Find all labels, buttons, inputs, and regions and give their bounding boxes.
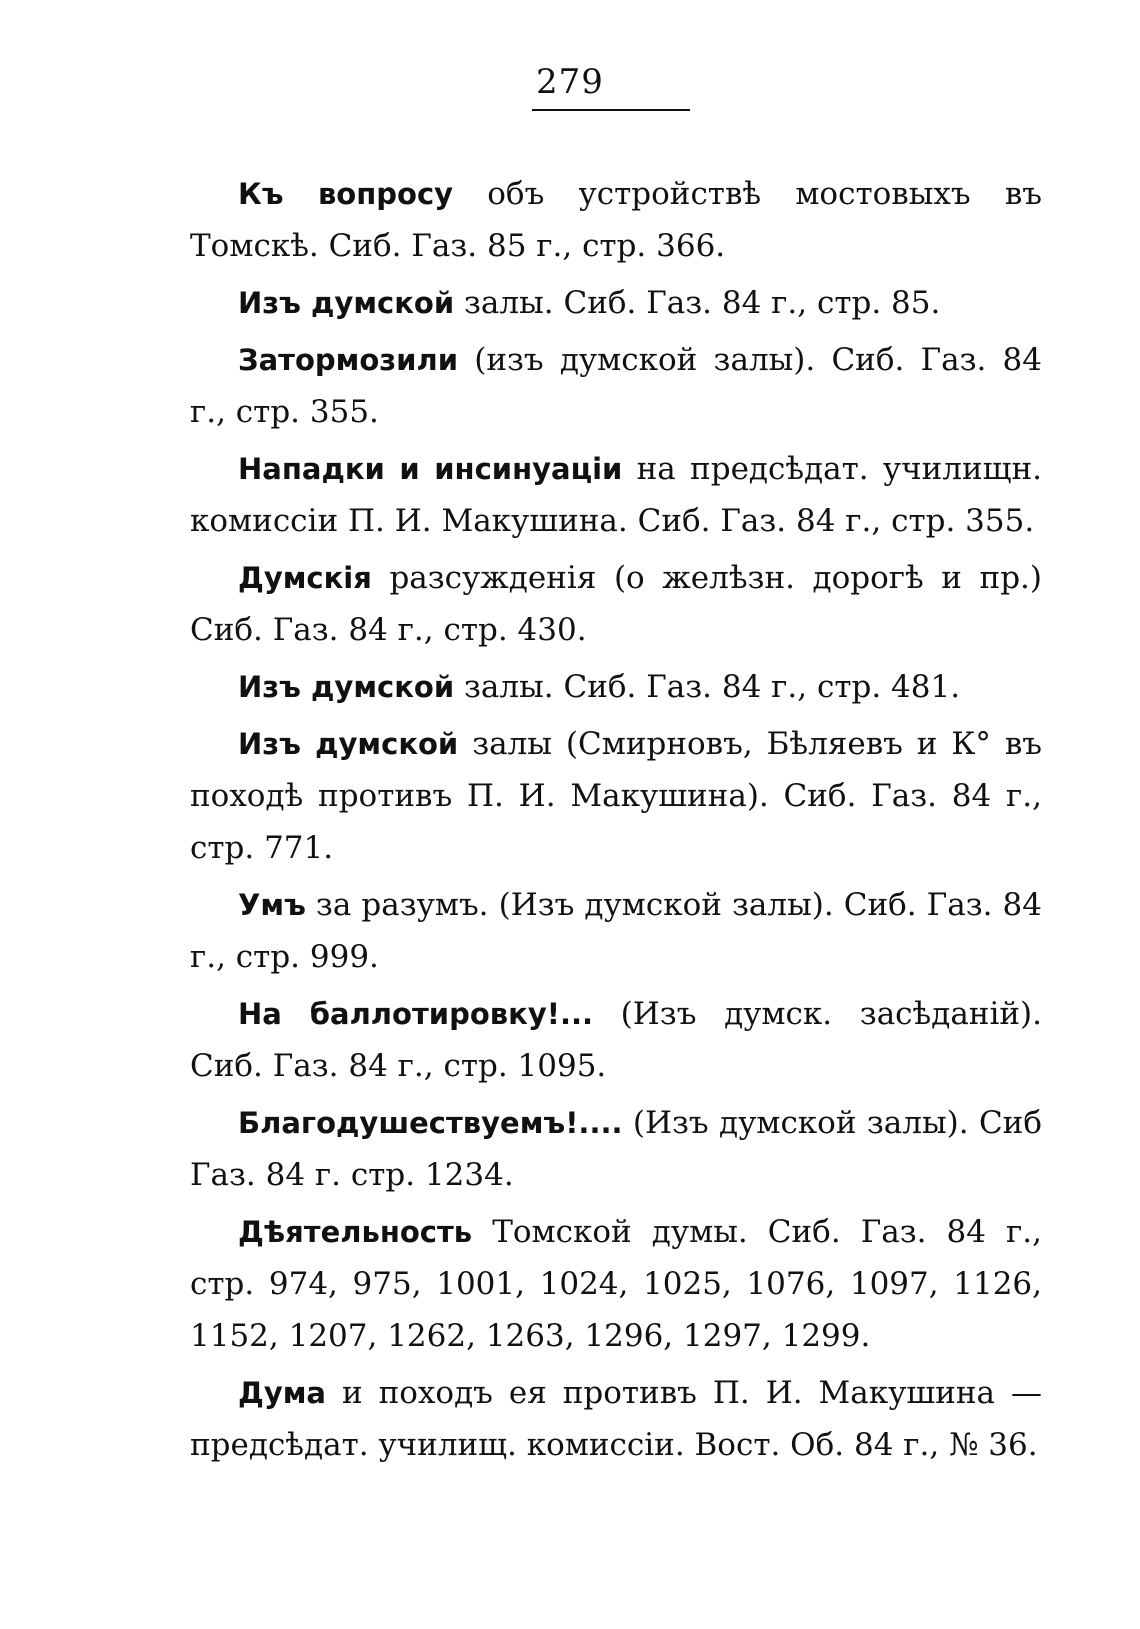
entry — [190, 661, 1042, 713]
page-number: 279 — [536, 62, 604, 102]
entry — [190, 443, 1042, 547]
entry-head: Изъ думской — [238, 286, 455, 320]
entry-text: залы. Сиб. Газ. 84 г., стр. 481. — [464, 669, 961, 705]
entry-head: Дума — [238, 1376, 327, 1410]
entry-head: Затормозили — [238, 343, 459, 377]
entry-head: Думскія — [238, 561, 372, 595]
entry-text: разсужденія (о желѣзн. дорогѣ и пр.) Сиб. Газ. 84 г., стр. 430. — [190, 560, 1042, 648]
entry-head: Дѣятельность — [238, 1215, 473, 1249]
entry-text: за разумъ. (Изъ думской залы). Сиб. Газ. 84 г., стр. 999. — [190, 887, 1042, 975]
entry — [190, 718, 1042, 874]
entry-text: залы. Сиб. Газ. 84 г., стр. 85. — [464, 285, 941, 321]
entry — [190, 1097, 1042, 1201]
entry — [190, 334, 1042, 438]
entry-head: Изъ думской — [238, 670, 455, 704]
entry-head: На баллотировку!... — [238, 997, 593, 1031]
entry-head: Нападки и инсинуаціи — [238, 452, 623, 486]
entry-text: (Изъ думск. засѣданій). Сиб. Газ. 84 г., стр. 1095. — [190, 996, 1042, 1084]
entry-head: Умъ — [238, 888, 306, 922]
entry-text: объ устройствѣ мостовыхъ въ Томскѣ. Сиб. Газ. 85 г., стр. 366. — [190, 176, 1042, 264]
entry — [190, 277, 1042, 329]
entry-text: (Изъ думской залы). Сиб Газ. 84 г. стр. 1234. — [190, 1105, 1042, 1193]
entry-head: Къ вопросу — [238, 177, 454, 211]
entry-text: на предсѣдат. училищн. комиссіи П. И. Макушина. Сиб. Газ. 84 г., стр. 355. — [190, 451, 1042, 539]
entry-text: залы (Смирновъ, Бѣляевъ и К° въ походѣ противъ П. И. Макушина). Сиб. Газ. 84 г., стр. 771. — [190, 726, 1043, 866]
header-rule — [532, 109, 690, 111]
entries-list — [190, 168, 1042, 1476]
entry-text: (изъ думской залы). Сиб. Газ. 84 г., стр. 355. — [190, 342, 1042, 430]
entry — [190, 552, 1042, 656]
entry-head: Изъ думской — [238, 727, 459, 761]
entry-text: Томской думы. Сиб. Газ. 84 г., стр. 974, 975, 1001, 1024, 1025, 1076, 1097, 1126, 1152, 1207, 1262, 1263, 1296, 1297, 1299. — [190, 1214, 1042, 1354]
entry — [190, 1206, 1042, 1362]
entry — [190, 988, 1042, 1092]
entry — [190, 879, 1042, 983]
entry-head: Благодушествуемъ!.... — [238, 1106, 623, 1140]
entry-text: и походъ ея противъ П. И. Макушина —предсѣдат. училищ. комиссіи. Вост. Об. 84 г., № 36. — [190, 1375, 1042, 1463]
entry — [190, 168, 1042, 272]
entry — [190, 1367, 1042, 1471]
